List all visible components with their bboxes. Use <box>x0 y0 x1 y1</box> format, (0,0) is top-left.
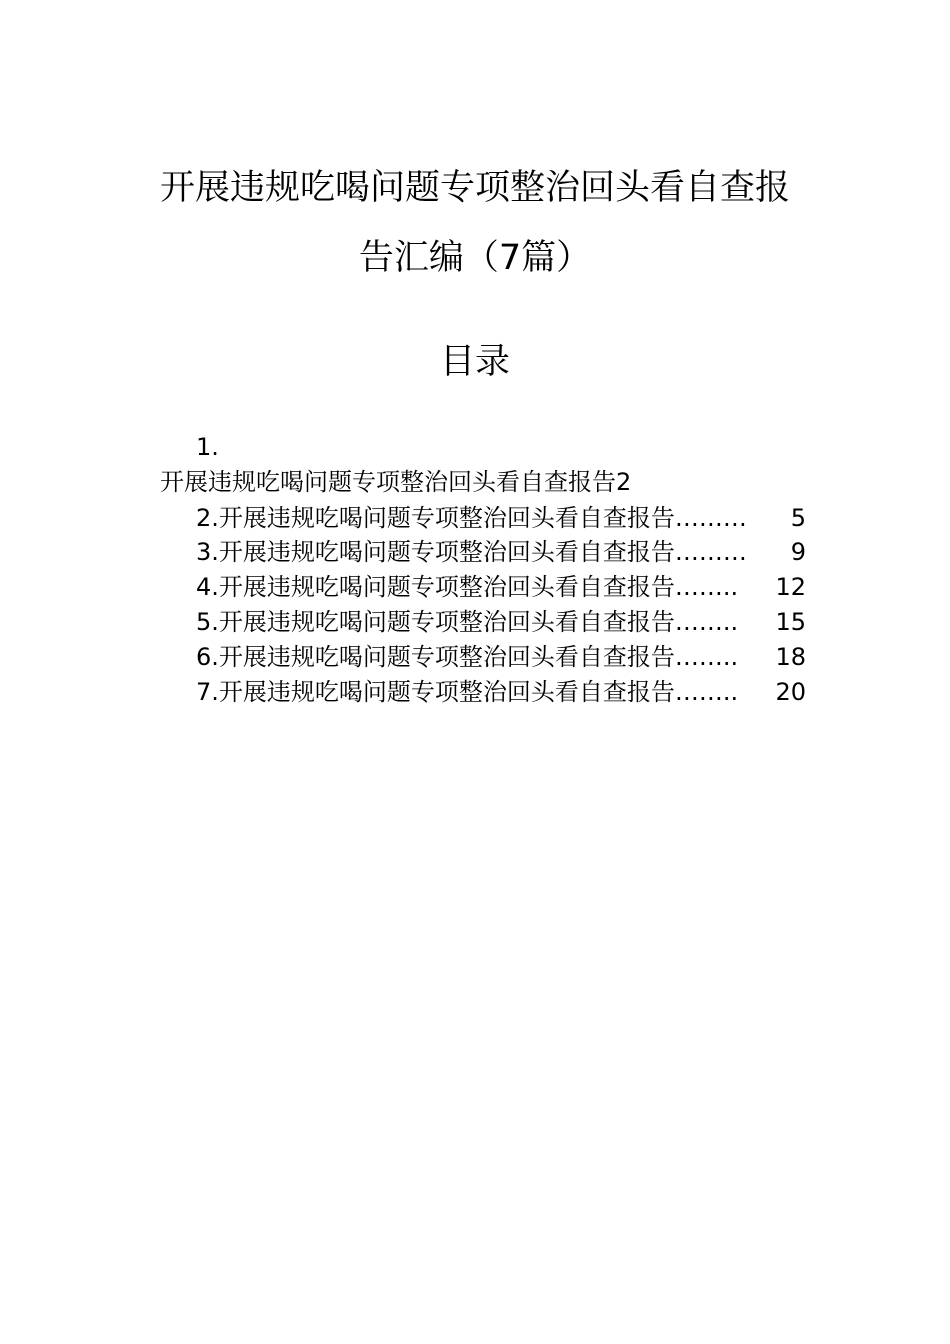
toc-heading: 目录 <box>439 342 510 382</box>
toc-entry-page: 20 <box>775 678 806 706</box>
document-title-line-1: 开展违规吃喝问题专项整治回头看自查报 <box>159 168 790 208</box>
toc-entry-1-number: 1. <box>196 433 219 461</box>
toc-entry-leader: ……… <box>674 504 747 532</box>
toc-entry-page: 9 <box>790 538 806 566</box>
toc-entry-label: 6.开展违规吃喝问题专项整治回头看自查报告 <box>196 643 675 671</box>
document-title-line-2: 告汇编（7篇） <box>358 238 592 278</box>
toc-entry-label: 4.开展违规吃喝问题专项整治回头看自查报告 <box>196 573 675 601</box>
toc-entry-page: 18 <box>775 643 806 671</box>
toc-entry-leader: …….. <box>674 643 739 671</box>
toc-entry-2[interactable] <box>196 503 806 533</box>
toc-entry-7[interactable] <box>196 677 806 707</box>
toc-entry-page: 15 <box>775 608 806 636</box>
toc-entry-6[interactable] <box>196 642 806 672</box>
toc-entry-4[interactable] <box>196 572 806 602</box>
toc-entry-label: 7.开展违规吃喝问题专项整治回头看自查报告 <box>196 678 675 706</box>
toc-entry-leader: …….. <box>674 678 739 706</box>
toc-entry-5[interactable] <box>196 607 806 637</box>
toc-entry-page: 5 <box>790 504 806 532</box>
toc-entry-leader: …….. <box>674 608 739 636</box>
toc-entry-label: 3.开展违规吃喝问题专项整治回头看自查报告 <box>196 538 675 566</box>
toc-entry-page: 12 <box>775 573 806 601</box>
toc-entry-3[interactable] <box>196 537 806 567</box>
toc-entry-label: 5.开展违规吃喝问题专项整治回头看自查报告 <box>196 608 675 636</box>
toc-entry-1-title[interactable]: 开展违规吃喝问题专项整治回头看自查报告2 <box>160 468 632 496</box>
toc-entry-leader: ……… <box>674 538 747 566</box>
toc-entry-leader: …….. <box>674 573 739 601</box>
toc-entry-label: 2.开展违规吃喝问题专项整治回头看自查报告 <box>196 504 675 532</box>
